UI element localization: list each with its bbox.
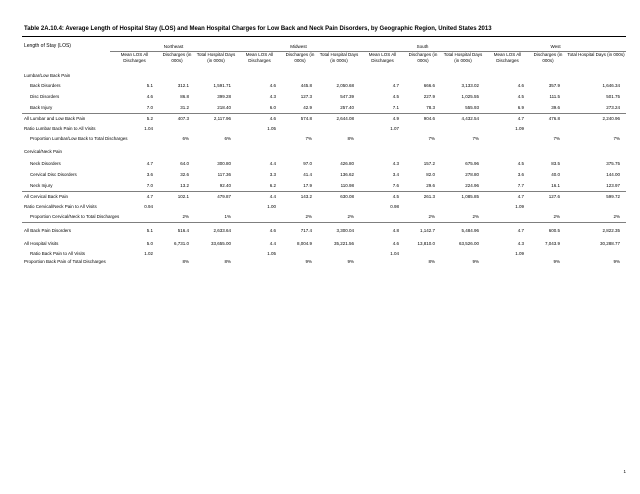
- column-header-col2: Discharges (in 000s): [408, 51, 438, 63]
- data-cell: 4.7: [485, 222, 530, 238]
- data-cell: [195, 202, 237, 211]
- data-cell: 6%: [182, 136, 189, 141]
- data-cell: [405, 144, 441, 158]
- table-row: [22, 191, 626, 202]
- data-cell: 4.5: [360, 191, 405, 202]
- data-cell: 8,004.9: [297, 241, 313, 246]
- data-cell: [441, 202, 485, 211]
- data-cell: 7%: [305, 136, 313, 141]
- data-cell: 2%: [305, 213, 313, 219]
- region-header-row: [22, 42, 626, 51]
- data-cell: [485, 257, 530, 266]
- data-cell: 32.6: [180, 172, 189, 177]
- data-cell: 30,288.77: [600, 241, 621, 246]
- data-cell: 261.3: [405, 191, 441, 202]
- data-cell: 3,300.04: [318, 222, 360, 238]
- data-cell: 555.93: [465, 104, 480, 110]
- data-cell: 312.1: [177, 83, 189, 88]
- row-label: Lumbar/Low Back Pain: [24, 73, 71, 78]
- row-label: Ratio Lumbar Back Pain to All Visits: [24, 126, 96, 131]
- data-cell: 675.96: [465, 161, 480, 166]
- data-cell: 7%: [428, 136, 436, 141]
- data-cell: 16.1: [551, 182, 561, 188]
- data-cell: 8%: [182, 259, 189, 264]
- column-header-col3: Total Hospital Days (in 000s): [319, 51, 359, 63]
- data-cell: 357.9: [548, 83, 561, 88]
- data-cell: [485, 133, 530, 144]
- data-cell: [441, 249, 485, 257]
- data-cell: [237, 257, 282, 266]
- data-cell: 4.6: [237, 222, 282, 238]
- data-cell: 8%: [224, 259, 232, 264]
- data-cell: 1.04: [144, 126, 153, 131]
- data-cell: [566, 202, 626, 211]
- data-cell: 9%: [472, 259, 480, 264]
- data-cell: 97.0: [303, 161, 313, 166]
- data-cell: 0.94: [144, 204, 153, 209]
- data-cell: [282, 202, 318, 211]
- data-cell: [530, 144, 566, 158]
- data-cell: 1.09: [515, 126, 525, 131]
- data-cell: 4.5: [392, 94, 400, 99]
- data-cell: 257.40: [340, 104, 355, 110]
- data-cell: 7.1: [392, 104, 400, 110]
- data-cell: 127.6: [530, 191, 566, 202]
- data-cell: [405, 249, 441, 257]
- data-cell: 1,591.71: [213, 83, 232, 88]
- data-cell: [566, 124, 626, 133]
- row-label: All Lumbar and Low Back Pain: [22, 113, 110, 124]
- row-label: Proportion Lumbar/Low Back to Total Discharges: [30, 136, 128, 141]
- row-label: Disc Disorders: [30, 94, 60, 99]
- data-cell: 83.5: [551, 161, 561, 166]
- data-cell: [318, 71, 360, 80]
- data-cell: 9%: [347, 259, 355, 264]
- data-cell: 7.6: [392, 182, 400, 188]
- data-cell: [195, 249, 237, 257]
- table-row: [22, 222, 626, 238]
- data-cell: [566, 249, 626, 257]
- data-cell: [566, 71, 626, 80]
- column-header-col2: Discharges (in 000s): [533, 51, 563, 63]
- data-cell: 445.8: [300, 83, 313, 88]
- data-cell: 33,655.00: [210, 241, 232, 246]
- data-cell: [318, 124, 360, 133]
- data-cell: 17.9: [303, 182, 313, 188]
- data-cell: [237, 144, 282, 158]
- data-cell: 599.72: [566, 191, 626, 202]
- data-cell: 1,085.85: [441, 191, 485, 202]
- data-cell: [159, 71, 195, 80]
- row-label: Back Injury: [30, 104, 53, 110]
- data-cell: 5.1: [110, 222, 159, 238]
- table-body: [22, 71, 626, 266]
- row-label: Cervical/Neck Pain: [24, 148, 63, 154]
- data-cell: [405, 124, 441, 133]
- data-cell: [405, 202, 441, 211]
- data-cell: 399.28: [217, 94, 232, 99]
- data-cell: [318, 144, 360, 158]
- data-cell: 4.6: [237, 113, 282, 124]
- data-cell: 5.1: [146, 83, 153, 88]
- data-cell: [360, 133, 405, 144]
- data-cell: [441, 124, 485, 133]
- data-cell: 136.62: [340, 172, 355, 177]
- data-cell: 78.3: [426, 104, 436, 110]
- data-cell: [530, 124, 566, 133]
- table-row: [22, 257, 626, 266]
- data-cell: 35,221.56: [334, 241, 355, 246]
- data-cell: [110, 71, 159, 80]
- row-label: Ratio Cervical/Neck Pain to All Visits: [24, 204, 97, 209]
- data-cell: 4.6: [146, 94, 153, 99]
- data-cell: 144.00: [606, 172, 621, 177]
- data-cell: [282, 144, 318, 158]
- table-row: [22, 124, 626, 133]
- table-row: [22, 144, 626, 158]
- data-cell: [110, 144, 159, 158]
- column-header-col2: Discharges (in 000s): [162, 51, 192, 63]
- data-cell: 2%: [613, 213, 621, 219]
- data-cell: [237, 71, 282, 80]
- data-cell: 904.6: [405, 113, 441, 124]
- data-cell: [282, 124, 318, 133]
- data-cell: 40.0: [551, 172, 561, 177]
- column-header-col1: Mean LOS All Discharges: [245, 51, 274, 63]
- data-cell: [282, 71, 318, 80]
- table-row: [22, 71, 626, 80]
- data-cell: 4.3: [392, 161, 400, 166]
- data-cell: 2,822.35: [566, 222, 626, 238]
- data-cell: 4.7: [485, 191, 530, 202]
- data-cell: [485, 144, 530, 158]
- data-cell: 600.5: [530, 222, 566, 238]
- column-header-col3: Total Hospital Days (in 000s): [443, 51, 483, 63]
- column-header-col2: Discharges (in 000s): [285, 51, 315, 63]
- data-cell: 4.4: [237, 191, 282, 202]
- column-header-row: [22, 51, 626, 71]
- data-cell: 7.0: [146, 104, 153, 110]
- data-cell: [110, 257, 159, 266]
- data-cell: [360, 71, 405, 80]
- data-cell: [318, 202, 360, 211]
- data-cell: [159, 202, 195, 211]
- data-cell: 717.4: [282, 222, 318, 238]
- data-cell: 7.7: [517, 182, 525, 188]
- data-cell: 4.3: [517, 241, 525, 246]
- data-cell: 574.8: [282, 113, 318, 124]
- data-cell: 2,117.96: [195, 113, 237, 124]
- data-table: [22, 42, 626, 266]
- data-cell: 5.2: [110, 113, 159, 124]
- data-cell: 39.6: [551, 104, 561, 110]
- data-cell: [159, 249, 195, 257]
- data-cell: 9%: [553, 259, 561, 264]
- data-cell: 4.4: [269, 241, 277, 246]
- data-cell: 479.87: [195, 191, 237, 202]
- data-cell: 1%: [224, 213, 232, 219]
- data-cell: [159, 124, 195, 133]
- data-cell: 4.6: [269, 83, 277, 88]
- data-cell: [360, 257, 405, 266]
- data-cell: 3,133.02: [461, 83, 480, 88]
- column-header-col1: Mean LOS All Discharges: [120, 51, 149, 63]
- data-cell: 2,633.64: [195, 222, 237, 238]
- table-row: [22, 238, 626, 249]
- data-cell: [360, 144, 405, 158]
- data-cell: [195, 124, 237, 133]
- data-cell: [566, 144, 626, 158]
- data-cell: 3.6: [517, 172, 525, 177]
- data-cell: 7.0: [146, 182, 153, 188]
- data-cell: 375.75: [606, 161, 621, 166]
- data-cell: [237, 133, 282, 144]
- row-label: All Back Pain Disorders: [22, 222, 110, 238]
- data-cell: 1.05: [267, 250, 277, 256]
- data-cell: 4.7: [110, 191, 159, 202]
- data-cell: 4.4: [269, 161, 277, 166]
- data-cell: 3.3: [269, 172, 277, 177]
- data-cell: [530, 202, 566, 211]
- data-cell: 426.80: [340, 161, 355, 166]
- data-cell: 86.8: [180, 94, 189, 99]
- data-cell: 2,644.08: [318, 113, 360, 124]
- data-cell: 1.05: [267, 126, 277, 131]
- data-cell: [195, 144, 237, 158]
- table-row: [22, 80, 626, 91]
- data-cell: 2,050.68: [336, 83, 355, 88]
- data-cell: 547.39: [340, 94, 355, 99]
- data-cell: [237, 211, 282, 222]
- table-row: [22, 202, 626, 211]
- data-cell: 7,043.9: [545, 241, 561, 246]
- data-cell: [530, 71, 566, 80]
- data-cell: 3.6: [146, 172, 153, 177]
- data-cell: 7%: [472, 136, 480, 141]
- data-cell: 4.5: [517, 94, 525, 99]
- data-cell: 6,731.0: [173, 241, 189, 246]
- data-cell: 2%: [428, 213, 436, 219]
- data-cell: [195, 71, 237, 80]
- data-cell: 42.9: [303, 104, 313, 110]
- data-cell: 110.98: [340, 182, 355, 188]
- table-row: [22, 91, 626, 102]
- column-header-col3: Total Hospital Days (in 000s): [567, 51, 625, 57]
- data-cell: 1,142.7: [405, 222, 441, 238]
- row-label: All Hospital Visits: [24, 241, 59, 246]
- data-cell: 7%: [553, 136, 561, 141]
- data-cell: [159, 144, 195, 158]
- data-cell: 111.5: [549, 94, 561, 99]
- row-label-header: Length of Stay (LOS): [24, 43, 71, 49]
- data-cell: 3.4: [392, 172, 400, 177]
- data-cell: [360, 211, 405, 222]
- data-cell: [318, 249, 360, 257]
- data-cell: 476.8: [530, 113, 566, 124]
- row-label: Cervical Disc Disorders: [30, 172, 77, 177]
- data-cell: 501.75: [606, 94, 621, 99]
- data-cell: 6.0: [269, 104, 277, 110]
- table-row: [22, 249, 626, 257]
- region-midwest: Midwest: [237, 42, 360, 51]
- column-header-col1: Mean LOS All Discharges: [368, 51, 397, 63]
- data-cell: 31.2: [180, 104, 189, 110]
- data-cell: 9%: [305, 259, 313, 264]
- data-cell: 2,240.96: [566, 113, 626, 124]
- region-south: South: [360, 42, 485, 51]
- data-cell: 41.4: [303, 172, 313, 177]
- data-cell: [441, 144, 485, 158]
- data-cell: 4.7: [146, 161, 153, 166]
- data-cell: 278.80: [465, 172, 480, 177]
- data-cell: 630.08: [318, 191, 360, 202]
- data-cell: 2%: [472, 213, 480, 219]
- table-row: [22, 158, 626, 169]
- data-cell: [282, 249, 318, 257]
- data-cell: 8%: [428, 259, 436, 264]
- data-cell: 0.98: [390, 204, 400, 209]
- data-cell: 123.97: [606, 182, 621, 188]
- data-cell: 1.00: [267, 204, 277, 209]
- data-cell: 1.07: [390, 126, 400, 131]
- column-header-col1: Mean LOS All Discharges: [493, 51, 522, 63]
- data-cell: 1,646.34: [602, 83, 621, 88]
- data-cell: 300.80: [217, 161, 232, 166]
- data-cell: 157.2: [423, 161, 436, 166]
- data-cell: 1.04: [390, 250, 400, 256]
- data-cell: [405, 71, 441, 80]
- data-cell: 2%: [182, 213, 189, 219]
- data-cell: 5,484.96: [441, 222, 485, 238]
- data-cell: 63,526.00: [459, 241, 480, 246]
- data-cell: 1.02: [144, 250, 153, 256]
- data-cell: 224.96: [465, 182, 480, 188]
- data-cell: 82.0: [426, 172, 436, 177]
- data-cell: 2%: [553, 213, 561, 219]
- table-row: [22, 169, 626, 180]
- data-cell: 227.9: [423, 94, 436, 99]
- data-cell: 666.6: [423, 83, 436, 88]
- data-cell: 4.7: [392, 83, 400, 88]
- table-row: [22, 113, 626, 124]
- data-cell: 4.7: [485, 113, 530, 124]
- data-cell: 9%: [613, 259, 621, 264]
- row-label: Back Disorders: [30, 83, 61, 88]
- data-cell: 218.40: [217, 104, 232, 110]
- data-cell: 4.5: [517, 161, 525, 166]
- row-label: Neck Disorders: [30, 161, 61, 166]
- row-label: Proportion Cervical/Neck to Total Discharges: [30, 213, 120, 219]
- data-cell: 127.3: [300, 94, 313, 99]
- table-row: [22, 180, 626, 191]
- data-cell: 6.9: [517, 104, 525, 110]
- row-label: All Cervical Back Pain: [22, 191, 110, 202]
- data-cell: 4.9: [360, 113, 405, 124]
- data-cell: 4.6: [392, 241, 400, 246]
- data-cell: 2%: [347, 213, 355, 219]
- table-row: [22, 211, 626, 222]
- data-cell: [530, 249, 566, 257]
- data-cell: 143.2: [282, 191, 318, 202]
- row-label: Ratio Back Pain to All Visits: [30, 250, 85, 256]
- data-cell: 4,432.54: [441, 113, 485, 124]
- data-cell: 4.3: [269, 94, 277, 99]
- data-cell: 6%: [224, 136, 232, 141]
- column-header-col3: Total Hospital Days (in 000s): [196, 51, 236, 63]
- table-title: Table 2A.10.4: Average Length of Hospital Stay (LOS) and Mean Hospital Charges for Low Back and Neck Pain Disorders, by Geographic Region, United States 2013: [24, 26, 492, 32]
- data-cell: 1.09: [515, 204, 525, 209]
- blank-header-cell: [22, 51, 110, 71]
- data-cell: 7%: [613, 136, 621, 141]
- page-number: 1: [623, 469, 626, 474]
- table-row: [22, 133, 626, 144]
- data-cell: 273.24: [606, 104, 621, 110]
- data-cell: 102.1: [159, 191, 195, 202]
- table-row: [22, 102, 626, 113]
- data-cell: 516.4: [159, 222, 195, 238]
- data-cell: 13,810.0: [417, 241, 436, 246]
- data-cell: 13.2: [180, 182, 189, 188]
- title-top-rule: [22, 36, 626, 37]
- data-cell: 117.36: [217, 172, 232, 177]
- data-cell: 29.6: [426, 182, 436, 188]
- data-cell: 4.8: [360, 222, 405, 238]
- data-cell: [441, 71, 485, 80]
- data-cell: 6.2: [269, 182, 277, 188]
- row-label: Neck Injury: [30, 182, 53, 188]
- data-cell: 5.0: [146, 241, 153, 246]
- data-cell: 407.3: [159, 113, 195, 124]
- data-cell: [485, 71, 530, 80]
- data-cell: 4.6: [517, 83, 525, 88]
- data-cell: [485, 211, 530, 222]
- region-west: West: [485, 42, 626, 51]
- data-cell: 1,025.55: [461, 94, 480, 99]
- data-cell: 1.09: [515, 250, 525, 256]
- data-cell: 8%: [347, 136, 355, 141]
- region-northeast: Northeast: [110, 42, 237, 51]
- data-cell: 92.40: [219, 182, 232, 188]
- data-cell: 64.0: [180, 161, 189, 166]
- row-label: Proportion Back Pain of Total Discharges: [24, 259, 106, 264]
